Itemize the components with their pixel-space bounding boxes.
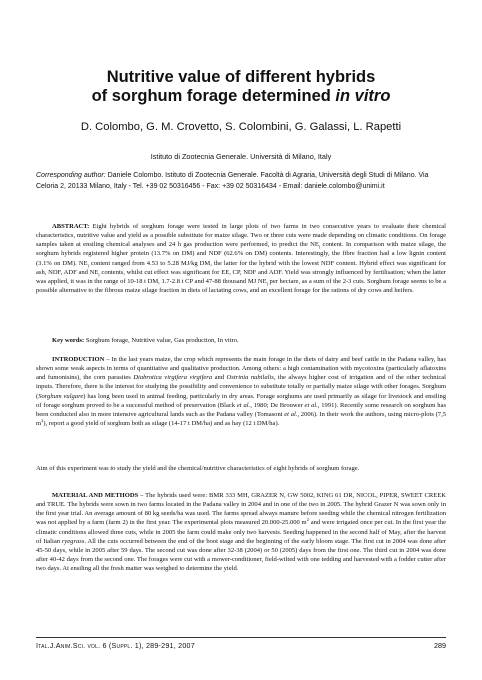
journal-citation: Ital.J.Anim.Sci. vol. 6 (Suppl. 1), 289-291, 2007 [36,641,195,650]
affiliation: Istituto di Zootecnia Generale. Università di Milano, Italy [150,152,332,161]
intro-text: ) has long been used in animal feeding, particularly in dry areas. Forage sorghums are used primarily as silage for livestock and ensiling of forage sorghum proved to be a successful method of preservation (Black [36,392,446,409]
title-line-1: Nutritive value of different hybrids [106,68,376,86]
abstract [36,222,446,295]
methods-label: MATERIAL AND METHODS [52,492,139,499]
intro-text: , 1980; De Brouwer [250,401,305,409]
page-number: 289 [434,641,446,650]
abstract-text: content. In comparison with maize silage, the sorghum hybrids registered higher protein (13.7% on DM) and NDF (62.6% on DM) contents. Interestingly, the fibre fraction had a low lignin content (3.1% on DM). NE [36,241,446,267]
keywords [36,336,446,345]
methods-text: – The hybrids used were: BMR 333 MH, GRAZER N, GW 5002, KING 61 DR, NICOL, PIPER, SWEET CREEK and TRUE. The hybrids were sown in two farms located in the Padana valley in 2004 and in one of the two in 2005. The hybrid Grazer N was sown only in the first year trial. An average amount of 80 kg seeds/ha was used. The farms spread always manure before seeding while the chemical nitrogen fertilization was not applied by a farm (farm 2) in the first year. The experimental plots measured 20.000-25.000 m [36,492,446,527]
abstract-label: ABSTRACT: [52,223,90,230]
abstract-sub: l [87,262,89,268]
author-list: D. Colombo, G. M. Crovetto, S. Colombini, G. Galassi, L. Rapetti [80,121,402,133]
methods-text: . All the cuts occurred between the end of the boot stage and the beginning of the early bloom stage. The first cut in 2004 was done after 45-50 days, while in 2005 after 59 days. The second cut was done after 32-38 (2004) or 50 (2005) days from the first one. The third cut in 2004 was done after 40-42 days from the second one. The forages were cut with a mower-conditioner, field-wilted with one tedding and harvested with a fodder cutter after two days. At ensiling all the fresh matter was weighed to determine the yield. [36,537,446,573]
intro-text: – In the last years maize, the crop which represents the main forage in the diets of dairy and beef cattle in the Padana valley, has shown some weak aspects in terms of quantitative and qualitative production. Among others: a high contamination with mycotoxins (particularly aflatoxins and fumonisins), the corn parasites [36,356,446,382]
abstract-text: content ranged from 4.53 to 5.28 MJ/kg DM, the latter for the hybrid with the lowest NDF content. Hybrid effect was significant for ash, NDF, ADF and NE [36,259,447,276]
intro-italic: et al. [304,401,318,409]
abstract-sub: l [266,281,268,287]
title-in-vitro: in vitro [335,87,391,105]
intro-italic: et al. [284,410,298,418]
materials-and-methods [36,491,446,573]
introduction [36,355,446,428]
keywords-label: Key words: [52,337,85,344]
intro-text: , the always higher cost of irrigation and of the other technical inputs. Therefore, there is the interest for studying the possibility and convenience to substitute totally or partially maize silage with other forages. Sorghum ( [36,374,446,400]
corresponding-label: Corresponding author: [36,172,106,179]
intro-text: ), report a good yield of sorghum both as silage (14-17 t DM/ha) and as hay (12 t DM/ha). [43,420,280,428]
page-footer [36,637,446,650]
corresponding-text: Daniele Colombo. Istituto di Zootecnia Generale. Facoltà di Agraria, Università degli Studi di Milano. Via Celoria 2, 20133 Milano, Italy - Tel. +39 02 50316456 - Fax: +39 02 50316434 - Email: daniele.colombo@unimi.it [36,172,429,190]
abstract-text: Eight hybrids of sorghum forage were tested in large plots of two farms in two consecutive years to evaluate their chemical characteristics, nutritive value and yield as a possible substitute for maize silage. Two or three cuts were made depending on climatic conditions. On forage samples taken at ensiling chemical analyses and 24 h gas production were performed, to predict the NE [36,223,446,249]
abstract-sub: l [98,272,100,278]
intro-italic: Diabrotica virgifera virgifera [133,374,213,382]
paper-title [40,68,442,106]
methods-italic: ryegrass [61,537,85,545]
corresponding-author [36,171,446,192]
abstract-sub: l [318,244,321,250]
keywords-text: Sorghum forage, Nutritive value, Gas production, In vitro. [84,337,239,344]
abstract-text: per hectare, as a sum of the 2-3 cuts. Sorghum forage seems to be a possible alternative to the fibrous maize silage fraction in diets of lactating cows, and an excellent forage for the rations of dry cows and heifers. [36,277,446,295]
abstract-text: contents, whilst cut effect was significant for EE, CP, NDF and ADF. Yield was strongly influenced by fertilisation; when the latter was applied, it was in the range of 10-18 t DM, 1.7-2.8 t CP and 47-88 thousand MJ NE [36,268,446,285]
intro-italic: Sorghum vulgare [38,392,84,400]
methods-text: and were irrigated once per cut. In the first year the climatic conditions allowed three cuts, while in 2005 the farm could make only two harvests. Seeding happened in the second half of May, after the harvest of Italian [36,519,447,545]
introduction-label: INTRODUCTION [52,356,105,363]
title-line-2: of sorghum forage determined [91,87,336,105]
intro-italic: et al. [236,401,251,409]
intro-text: , 1991). Recently some research on sorghum has been conducted also in more intensive agricultural lands such as the Padana valley (Tomasoni [36,401,447,418]
methods-sup: 2 [306,517,309,523]
intro-text: and [212,374,227,382]
aim-paragraph: Aim of this experiment was to study the yield and the chemical/nutritive characteristics of eight hybrids of sorghum forage. [36,465,360,472]
intro-text: , 2006). In their work the authors, using micro-plots (7,5 m [36,410,446,428]
intro-italic: Ostrinia nubilalis [226,374,274,382]
intro-sup: 2 [41,417,44,423]
